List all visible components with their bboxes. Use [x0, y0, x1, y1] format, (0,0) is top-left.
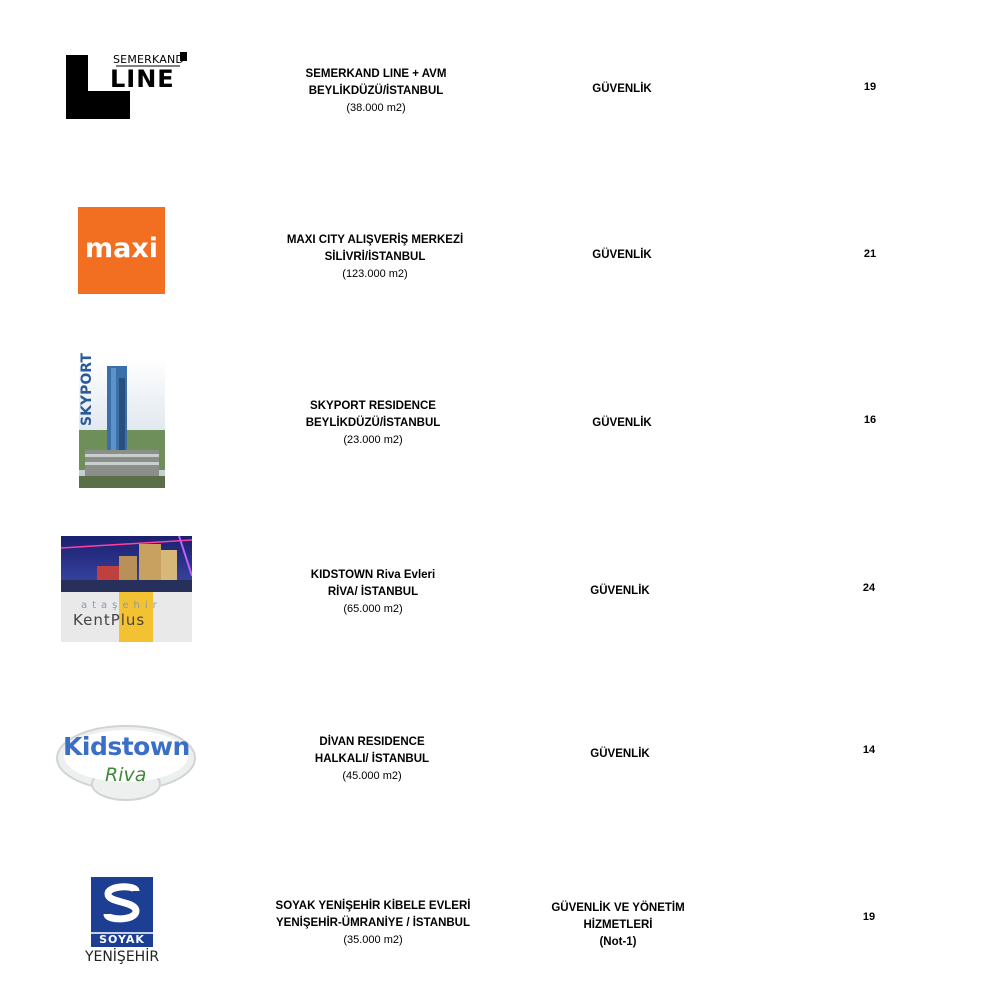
project-location: BEYLİKDÜZÜ/İSTANBUL [305, 417, 441, 429]
project-info [242, 734, 502, 785]
kentplus-logo [61, 536, 192, 642]
semerkand-logo-top: SEMERKAND [113, 53, 185, 66]
project-info [243, 398, 503, 449]
service-type: GÜVENLİK [590, 585, 650, 597]
kidstown-riva-logo [55, 718, 197, 802]
project-name: MAXI CITY ALIŞVERİŞ MERKEZİ [286, 234, 464, 246]
service-type: GÜVENLİK [592, 83, 652, 95]
project-info [246, 66, 506, 117]
project-area: (123.000 m2) [342, 268, 408, 280]
staff-count: 21 [863, 248, 877, 260]
kentplus-logo-main: KentPlus [73, 611, 146, 629]
project-info [243, 898, 503, 949]
service-type: GÜVENLİK [592, 249, 652, 261]
project-location: SİLİVRİ/İSTANBUL [324, 251, 426, 263]
service-type: GÜVENLİK [592, 417, 652, 429]
project-name: SEMERKAND LINE + AVM [305, 68, 447, 80]
staff-count: 14 [862, 744, 876, 756]
project-area: (45.000 m2) [342, 770, 402, 782]
service-type: GÜVENLİK VE YÖNETİM HİZMETLERİ (Not-1) [551, 902, 685, 948]
kidstown-logo-sub: Riva [105, 764, 147, 786]
project-location: YENİŞEHİR-ÜMRANİYE / İSTANBUL [275, 917, 471, 929]
project-name: DİVAN RESIDENCE [319, 736, 425, 748]
project-info [245, 232, 505, 283]
project-area: (65.000 m2) [343, 603, 403, 615]
kentplus-logo-top: ataşehir [81, 600, 162, 611]
project-location: RİVA/ İSTANBUL [327, 586, 419, 598]
staff-count: 19 [862, 911, 876, 923]
maxi-logo-text: maxi [84, 233, 159, 264]
project-location: BEYLİKDÜZÜ/İSTANBUL [308, 85, 444, 97]
skyport-building-image [79, 353, 165, 488]
soyak-logo-sub: YENİŞEHİR [84, 949, 160, 965]
soyak-yenisehir-logo [80, 877, 164, 969]
project-name: SKYPORT RESIDENCE [310, 400, 436, 412]
staff-count: 19 [863, 81, 877, 93]
project-area: (35.000 m2) [343, 934, 403, 946]
project-info [243, 567, 503, 618]
project-area: (23.000 m2) [343, 434, 403, 446]
project-name: KIDSTOWN Riva Evleri [310, 569, 436, 581]
maxi-logo [78, 207, 165, 294]
semerkand-logo-main: LINE [110, 65, 175, 93]
project-area: (38.000 m2) [346, 102, 406, 114]
skyport-logo-text: SKYPORT [79, 353, 95, 426]
semerkand-line-logo [66, 52, 188, 120]
kidstown-logo-main: Kidstown [63, 732, 190, 761]
project-name: SOYAK YENİŞEHİR KİBELE EVLERİ [275, 900, 471, 912]
staff-count: 16 [863, 414, 877, 426]
staff-count: 24 [862, 582, 876, 594]
soyak-logo-main: SOYAK [99, 933, 145, 946]
project-location: HALKALI/ İSTANBUL [314, 753, 430, 765]
service-type: GÜVENLİK [590, 748, 650, 760]
